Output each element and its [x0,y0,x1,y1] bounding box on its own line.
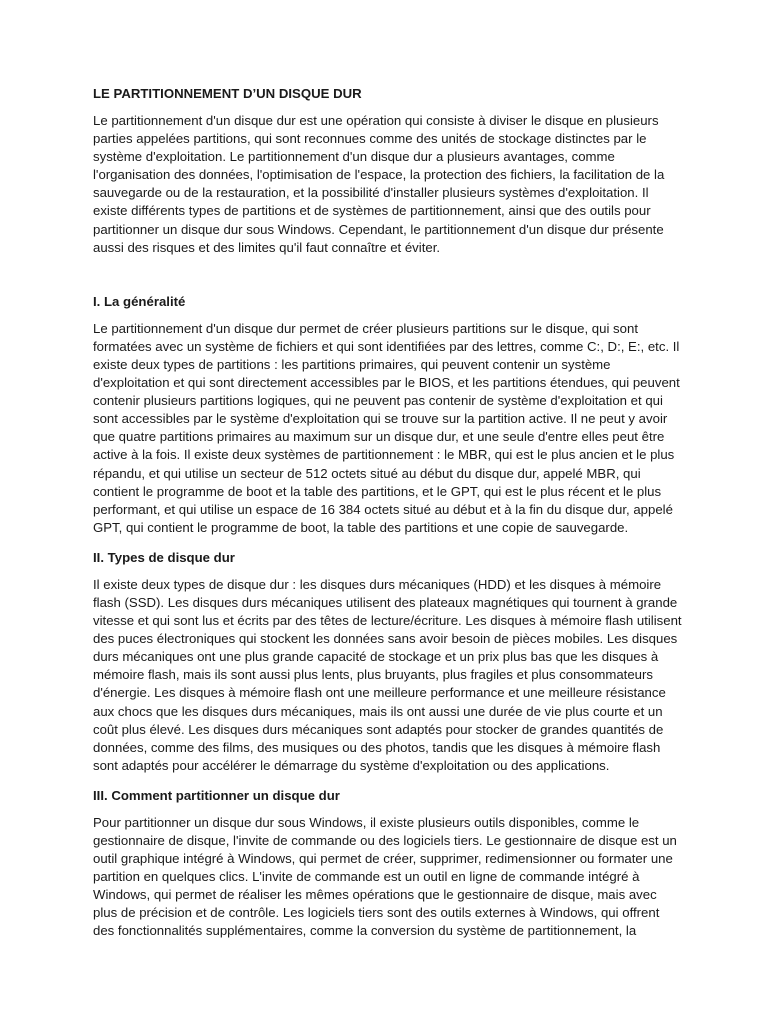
section-paragraph-comment: Pour partitionner un disque dur sous Windows, il existe plusieurs outils disponibles, comme le gestionnaire de disque, l'invite de commande ou des logiciels tiers. Le gestionnaire de disque est un outil graphique intégré à Windows, qui permet de créer, supprimer, redimensionner ou formater une partition en quelques clics. L'invite de commande est un outil en ligne de commande intégré à Windows, qui permet de réaliser les mêmes opérations que le gestionnaire de disque, mais avec plus de précision et de contrôle. Les logiciels tiers sont des outils externes à Windows, qui offrent des fonctionnalités supplémentaires, comme la conversion du système de partitionnement, la [93,814,677,939]
section-heading-comment: III. Comment partitionner un disque dur [93,787,340,803]
intro-paragraph: Le partitionnement d'un disque dur est une opération qui consiste à diviser le disque en plusieurs parties appelées partitions, qui sont reconnues comme des unités de stockage distinctes par le système d'exploitation. Le partitionnement d'un disque dur a plusieurs avantages, comme l'organisation des données, l'optimisation de l'espace, la protection des fichiers, la facilitation de la sauvegarde ou de la restauration, et la possibilité d'installer plusieurs systèmes d'exploitation. Il existe différents types de partitions et de systèmes de partitionnement, ainsi que des outils pour partitionner un disque dur sous Windows. Cependant, le partitionnement d'un disque dur présente aussi des risques et des limites qu'il faut connaître et éviter. [93,113,665,255]
section-heading-types: II. Types de disque dur [93,549,235,565]
document-page [93,85,683,953]
section-paragraph-types: Il existe deux types de disque dur : les disques durs mécaniques (HDD) et les disques à mémoire flash (SSD). Les disques durs mécaniques utilisent des plateaux magnétiques qui tournent à grande vitesse et qui sont lus et écrits par des têtes de lecture/écriture. Les disques à mémoire flash utilisent des puces électroniques qui stockent les données sans avoir besoin de pièces mobiles. Les disques durs mécaniques ont une plus grande capacité de stockage et un prix plus bas que les disques à mémoire flash, mais ils sont aussi plus lents, plus bruyants, plus fragiles et plus consommateurs d'énergie. Les disques à mémoire flash ont une meilleure performance et une meilleure résistance aux chocs que les disques durs mécaniques, mais ils ont aussi une durée de vie plus courte et un coût plus élevé. Les disques durs mécaniques sont adaptés pour stocker de grandes quantités de données, comme des films, des musiques ou des photos, tandis que les disques à mémoire flash sont adaptés pour accélérer le démarrage du système d'exploitation ou des applications. [93,576,682,773]
section-paragraph-generalite: Le partitionnement d'un disque dur permet de créer plusieurs partitions sur le disque, qui sont formatées avec un système de fichiers et qui sont identifiées par des lettres, comme C:, D:, E:, etc. Il existe deux types de partitions : les partitions primaires, qui peuvent contenir un système d'exploitation et qui sont directement accessibles par le BIOS, et les partitions étendues, qui peuvent contenir plusieurs partitions logiques, qui ne peuvent pas contenir de système d'exploitation et qui sont accessibles par le système d'exploitation qui se trouve sur la partition active. Il ne peut y avoir que quatre partitions primaires au maximum sur un disque dur, et une seule d'entre elles peut être active à la fois. Il existe deux systèmes de partitionnement : le MBR, qui est le plus ancien et le plus répandu, et qui utilise un secteur de 512 octets situé au début du disque dur, appelé MBR, qui contient le programme de boot et la table des partitions, et le GPT, qui est le plus récent et le plus performant, et qui utilise un espace de 16 384 octets situé au début et à la fin du disque dur, appelé GPT, qui contient le programme de boot, la table des partitions et une copie de sauvegarde. [93,320,680,535]
section-heading-generalite: I. La généralité [93,293,186,309]
document-title: LE PARTITIONNEMENT D’UN DISQUE DUR [93,86,362,101]
